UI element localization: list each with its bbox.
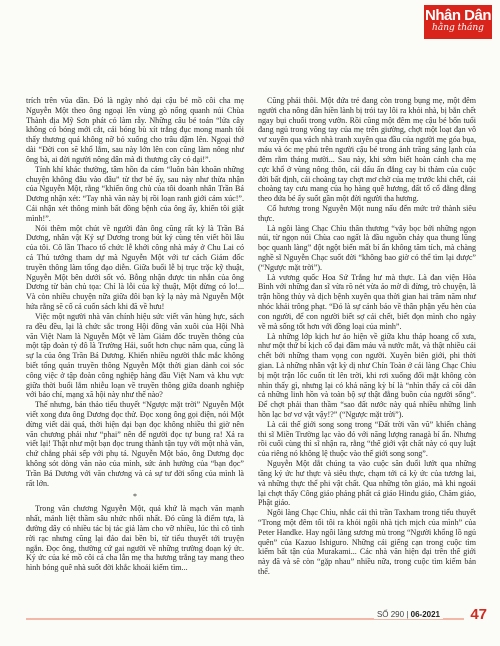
paragraph: Là ngôi làng Chạc Chìu thân thương “vây bọc bởi những ngọn núi, từ ngọn núi Chùa cao ngất là đầu nguồn chảy qua thung lũng bọc quanh làng” đột ngột biến mất bí ẩn không tăm tích, mà chàng nghề sĩ Nguyễn Chạc suốt đời “không bao giờ có thể tìm lại được” (“Ngược mặt trời”). [258,223,476,272]
paragraph: Là cái thế giới song song trong “Đất trời vần vũ” khiến chàng thi sĩ Miền Trường lạc vào đó với năng lượng ranagà bí ẩn. Nhưng rồi cuối cùng thì sĩ nhận ra, rằng “thế giới vật chất này có quy luật của riêng nó không lệ thuộc vào thế giới song song”. [258,419,476,459]
paragraph: Cũng phải thôi. Một đứa trẻ đang còn trong bụng mẹ, một đêm người cha nông dân hiền lành bị trói tay lôi ra khỏi nhà, bị bắn chết ngay bụi chuối trong vườn. Rồi cũng một đêm mẹ cậu bé bốn tuổi đang ngủ trong võng tay của mẹ trên giường, chợt một loạt đạn vô vư xuyên qua vách nhà tranh xuyên qua đầu của người mẹ góa bụa, máu và óc mẹ phủ trên người cậu bé trong ánh trăng sáng lạnh của đêm rằm tháng mười... Sau này, khi sớm biết hoàn cảnh cha mẹ cực khổ ở vùng nông thôn, cái dấu ấn đắng cay bi thảm của cuộc đời bất định, cái choàng tay chợt mơ chờ của mẹ trước khi chết, cái choàng tay cưu mang của họ hàng quê hương, đất tổ cổ đằng đằng theo đứa bé ấy suốt gần một đời người tha hương. [258,96,476,204]
paragraph: Việc một người nhà văn chính hiệu sức viết văn hùng hực, sách ra đều đều, lại là chức sắc trong Hội đồng văn xuôi của Hội Nhà văn Việt Nam là Nguyễn Một về làm Giám đốc truyền thông của một tập đoàn tỷ đô là Trường Hải, suốt hơn chục năm qua, cũng là sự la của ông Trần Bá Dương. Khiến nhiều người thắc mắc không biết tổng quản truyền thông Nguyễn Một thời gian dành coi sóc công việc ở tập đoàn công nghiệp hàng đầu Việt Nam và khu vực giữa thời buổi lắm nhiễu loạn về truyền thông giữa doanh nghiệp với báo chí, mạng xã hội này như thế nào? [26,311,244,400]
paragraph: Tính khí khác thường, tâm hồn đa cảm “luôn bàn khoăn những chuyện không đâu vào đâu” từ thơ bé ấy, sau này như thừa nhận của Nguyễn Một, rằng “khiến ông chủ của tôi doanh nhân Trần Bá Dương nhận xét: “Tay nhà văn này bị rồi loạn ranh giới cảm xúc!”. Cái nhận xét thông minh bất đồng bệnh của ông ấy, khiến tôi giật mình!”. [26,164,244,223]
paragraph: Nói thêm một chút về người đàn ông cũng rất kỳ là Trần Bá Dương, nhân vật Ký sự Dương trong bút ký cùng tên viết hồi lâu của tôi. Cô lần Thaco tổ chức lễ khởi công nhà máy ở Chu Lai có cả Thủ tướng tham dự mà Nguyễn Một với tư cách Giám đốc truyền thông làm tổng đạo diễn. Giữa buổi lễ bị trục trặc kỹ thuật, Nguyễn Một bên dưới sốt vó. Bỗng nhận được tin nhắn của ông Dương từ bàn chủ tọa: Chỉ là lỗi của kỹ thuật, Một đừng có lo!... Và còn nhiều chuyện nữa giữa đôi bạn kỳ lạ này mà Nguyễn Một hứa rằng sẽ cố cả cuốn sách khi đã về hưu! [26,223,244,312]
article-left-column [26,96,244,573]
article-right-column [258,96,476,577]
paragraph: Ngôi làng Chạc Chìu, nhắc cái thì trần Taxham trong tiểu thuyết “Trong một đêm tối tôi ra khỏi ngôi nhà tịch mịch của mình” của Peter Handke. Hay ngôi làng sương mù trong “Người khổng lồ ngủ quên” của Kazuo Ishiguro. Những cái giếng cạn trong cuộc tìm kiếm bất tận của Murakami... Các nhà văn hiện đại trên thế giới này đã và sẽ còn “gặp nhau” nhiều nữa, trong cuộc tìm kiếm bản thể. [258,508,476,576]
logo-title: Nhân Dân [424,7,491,24]
paragraph: Nguyễn Một dắt chúng ta vào cuộc săn đuổi lướt qua những tầng ký ức hư thực và siêu thực, chạm tới cả kỳ ức của tương lai, và những thực thể phi vật chất. Qua những tôn giáo, mà khi ngoái lại chợt thấy Công giáo phảng phất cả giáo Hindu giáo, Chăm giáo, Phật giáo. [258,459,476,508]
logo-subtitle: hằng tháng [432,23,484,33]
paragraph: Là vương quốc Hoa Sứ Trắng hư mà thực. Là đan viện Hòa Bình với những đan sĩ vừa rõ nét vừa ảo mờ di đừng, trò chuyện, là trận hồng thủy và dịch bệnh xuyên qua thời gian hai trăm năm như nhóc khải trông phạt. “Đó là sự cảnh báo về thân phận yếu hèn của con người, để con người biết sợ cái chết, biết đọn mình cho ngày về mà sống tốt hơn với đồng loại của mình”. [258,272,476,331]
paragraph: Thế nhưng, bản thảo tiểu thuyết “Ngược mặt trời” Nguyễn Một viết xong đưa ông Dương đọc thử. Đọc xong ông gọi điện, nói Một đừng viết dài quá, thời hiện đại bạn đọc không nhiều thì giờ nên văn chương phải như “phai” nên để người đọc tự bung ra! Xả ra viết lại! Thật như một bạn đọc trung thành tận tụy với một nhà văn, chứ chẳng phải sếp với phụ tá. Nguyễn Một bảo, ông Dương đọc không sót dòng văn nào của mình, sức ảnh hưởng của “bạn đọc” Trần Bá Dương với văn chương và cả sự tư đời sống của mình là rất lớn. [26,400,244,488]
paragraph: Trong văn chương Nguyễn Một, quá khứ là mạch văn mạnh nhất, mảnh liệt thầm sâu nhức nhối nhất. Đó cũng là điểm tựa, là đường dây có nhiều tác bị tác giả làm cho vỡ nhiều, lúc thì cô tình rời rạc nhưng cũng lại đảo dai bền bỉ, từ tiểu thuyết tới truyện ngắn. Đọc ông, thường cứ gai người về những trường đoạn ký ức. Ký ức của kẻ mồ côi cả cha lẫn mẹ tha hương trắng tay mang theo hình bóng quê nhà suốt đời khắc khoải kiếm tìm... [26,504,244,573]
issue-number: SỐ 290 [376,610,405,619]
page-footer [0,607,500,627]
newspaper-logo [424,5,492,39]
paragraph: trích trên vũa dần. Đó là ngày nhỏ dại cậu bé mồ côi cha mẹ Nguyễn Một theo ông ngoại lên vùng gò nổng quanh núi Chùa Thành địa Mỹ Sơn phát cỏ làm rẫy. Những câu bé toán “lửa cây không có bóng mới cắt, cái bóng bù xít trắng đục mong manh tôi thấy thương quá không nỡ bỏ xuống cho trâu dậm lên. Ngoại thở dài “Đời con sẽ khổ lắm, sau này lớn lên con cũng làm nông như ông bà, ai đời người nông dân mà đi thương cây cỏ dại!”. [26,96,244,164]
paragraph: Là những lớp kịch hư ảo hiện về giữa khu tháp hoang cổ xưa, như một thứ bí kịch cổ đại đầm máu và nước mắt, và thật nhiều cái chết bởi những tham vọng con người. Xuyên biên giới, phi thời gian. Là những nhân vật kỳ dị như Chín Toàn ở cái làng Chạc Chìu bị một trận lốc cuốn tít lên trời, khi rơi xuống đối mặt không còn nhìn thấy gì, nhưng lại có khả năng kỳ bí là “nhìn thấy cả cõi dân cả những linh hồn và toàn bộ sự thật đằng buồn của người sống”. Để chợt phải than thầm “sao đất nước này quá nhiều những linh hồn lạc bơ vơ vật vậy!?” (“Ngược mặt trời”). [258,331,476,419]
section-separator: * [132,491,138,501]
page-number: 47 [470,606,487,623]
issue-info [374,610,443,619]
issue-divider: | [406,610,411,619]
issue-date: 06-2021 [410,610,440,619]
paragraph: Cố hương trong Nguyễn Một nung nấu đến mức trở thành siêu thực. [258,203,476,223]
